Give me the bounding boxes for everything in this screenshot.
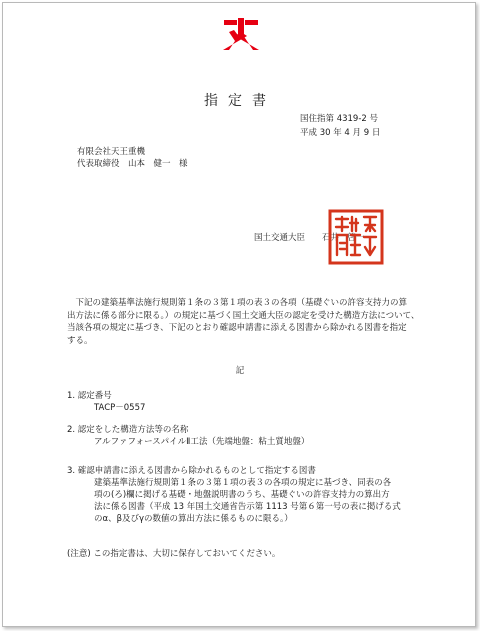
body-paragraph xyxy=(67,297,423,347)
issuer: 国土交通大臣 石井 啓一 xyxy=(254,233,365,243)
addressee xyxy=(77,146,188,170)
item-heading: 2. 認定をした構造方法等の名称 xyxy=(67,425,189,435)
body-line: 出方法に係る部分に限る。）の規定に基づく国土交通大臣の認定を受けた構造方法について、 xyxy=(67,310,420,321)
mlit-emblem-icon xyxy=(221,16,261,52)
body-line: 当該各項の規定に基づき、下記のとおり確認申請書に添える図書から除かれる図書を指定 xyxy=(67,323,407,333)
note: (注意) この指定書は、大切に保存しておいてください。 xyxy=(67,549,281,559)
item-line: アルファフォースパイルⅡ工法（先端地盤：粘土質地盤） xyxy=(94,437,310,447)
body-line: 下記の建築基準法施行規則第１条の３第１項の表３の各項（基礎ぐいの許容支持力の算 xyxy=(67,298,408,308)
item-line: のα、β及びγの数値の算出方法に係るものに限る。） xyxy=(94,514,293,524)
item-heading: 1. 認定番号 xyxy=(67,391,112,401)
recipient-person: 代表取締役 山本 健一 様 xyxy=(77,159,188,169)
item-line: TACP－0557 xyxy=(94,403,146,413)
document-number: 国住指第 4319-2 号 xyxy=(300,114,379,124)
item-heading: 3. 確認申請書に添える図書から除かれるものとして指定する図書 xyxy=(67,466,316,476)
official-seal-icon xyxy=(328,209,384,265)
issue-date: 平成 30 年 4 月 9 日 xyxy=(300,128,381,138)
item-line: 建築基準法施行規則第１条の３第１項の表３の各項の規定に基づき、同表の各 xyxy=(94,478,392,488)
ki-heading: 記 xyxy=(235,366,245,376)
recipient-company: 有限会社天王重機 xyxy=(77,147,146,157)
document-title: 指定書 xyxy=(204,93,276,109)
body-line: する。 xyxy=(67,335,93,346)
item-line: 法に係る図書（平成 13 年国土交通省告示第 1113 号第６第一号の表に掲げる式 xyxy=(94,502,401,512)
item-line: 項の(ろ)欄に掲げる基礎・地盤説明書のうち、基礎ぐいの許容支持力の算出方 xyxy=(94,490,390,500)
